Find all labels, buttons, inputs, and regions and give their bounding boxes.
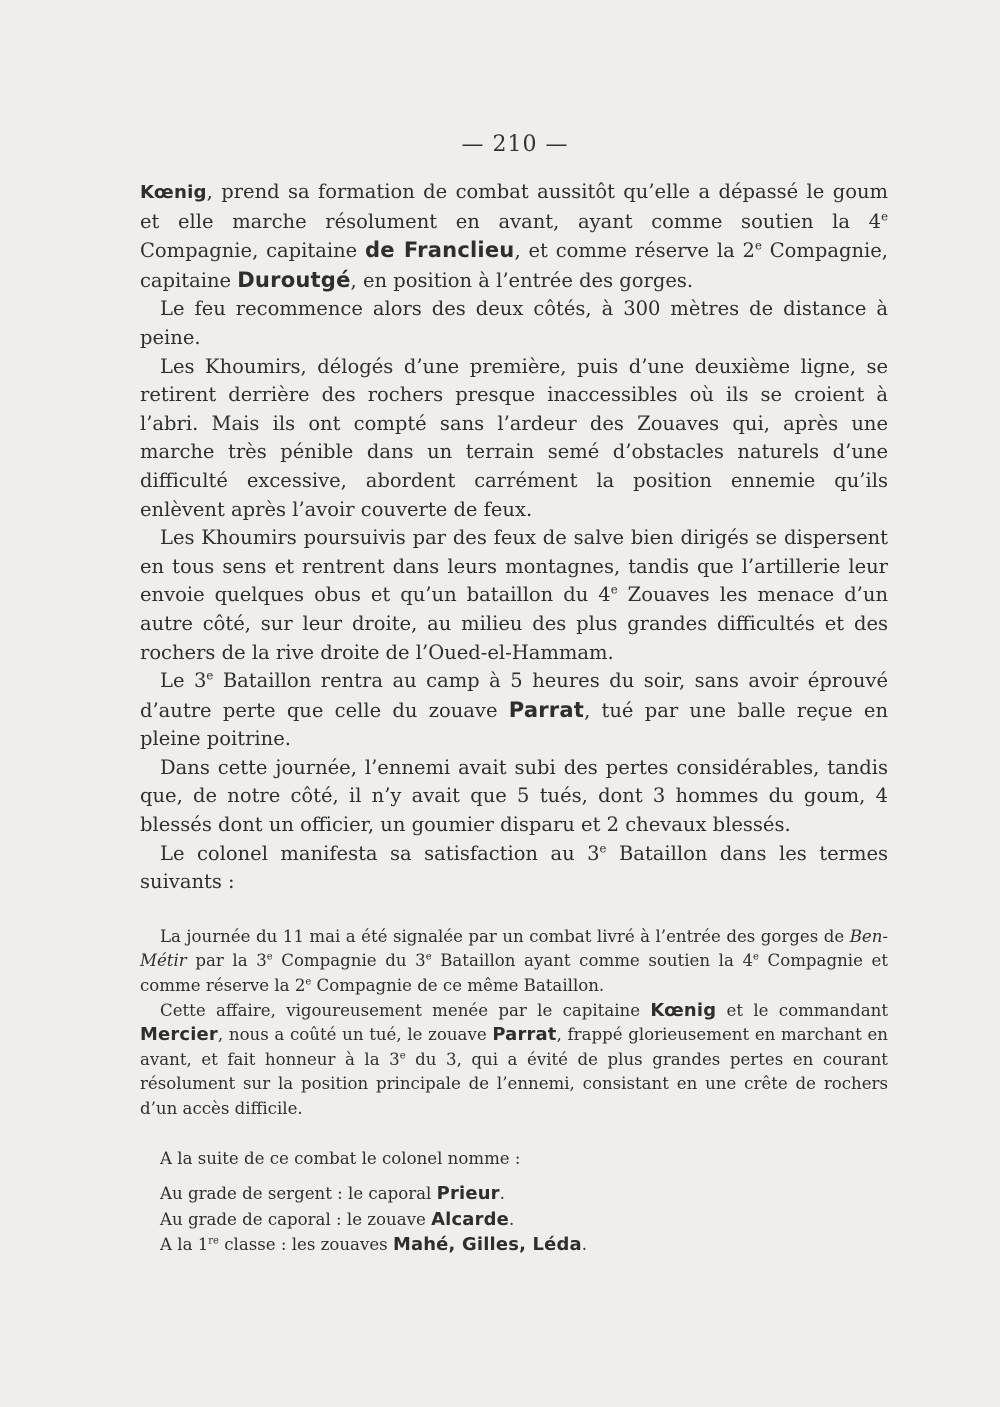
- text-run: Compagnie et comme réserve la 2: [140, 951, 888, 996]
- superscript: e: [206, 668, 214, 683]
- order-paragraph-2: [140, 999, 888, 1122]
- paragraph-3: Les Khoumirs, délogés d’une première, puis d’une deuxième ligne, se retirent derrière des rochers presque inaccessibles où ils se croient à l’abri. Mais ils ont compté sans l’ardeur des Zouaves qui, après une marche très pénible dans un terrain semé d’obstacles naturels d’une difficulté excessive, abordent carrément la position ennemie qu’ils enlèvent après l’avoir couverte de feux.: [140, 354, 888, 521]
- text-run: Le 3: [160, 669, 207, 693]
- text-run: classe : les zouaves: [218, 1235, 393, 1255]
- promotions-intro: A la suite de ce combat le colonel nomme :: [160, 1148, 521, 1168]
- text-run: Bataillon rentra au camp à 5 heures du soir, sans avoir éprouvé d’autre perte que celle du zouave: [140, 669, 888, 722]
- name-prieur: Prieur: [436, 1183, 500, 1205]
- text-run: .: [499, 1184, 505, 1204]
- text-run: Compagnie, capitaine: [140, 239, 888, 292]
- promotion-sergent: [140, 1181, 888, 1207]
- superscript: e: [425, 951, 432, 963]
- text-run: Bataillon dans les termes suivants :: [140, 841, 888, 894]
- superscript: e: [881, 209, 888, 224]
- spacer: [140, 1122, 888, 1146]
- text-run: .: [508, 1209, 515, 1229]
- superscript: e: [399, 1050, 406, 1062]
- text-run: La journée du 11 mai a été signalée par un combat livré à l’entrée des gorges de: [160, 926, 850, 946]
- superscript: e: [610, 582, 618, 597]
- text-run: , frappé glorieusement en marchant en avant, et fait honneur à la 3: [140, 1025, 888, 1069]
- text-run: Compagnie du 3: [272, 951, 426, 971]
- name-mercier: Mercier: [140, 1024, 218, 1046]
- superscript: e: [753, 951, 759, 963]
- spacer: [140, 1171, 888, 1181]
- text-run: Bataillon ayant comme soutien la 4: [431, 951, 754, 971]
- paragraph-2: Le feu recommence alors des deux côtés, à 300 mètres de distance à peine.: [140, 297, 888, 349]
- text-run: , en position à l’entrée des gorges.: [350, 268, 694, 292]
- name-de-franclieu: de Franclieu: [365, 237, 515, 263]
- text-run: Cette affaire, vigoureusement menée par le capitaine: [160, 1000, 651, 1020]
- text-run: du 3, qui a évité de plus grandes pertes en courant résolument sur la position principale de l’ennemi, consistant en une crête de rochers d’un accès difficile.: [140, 1049, 888, 1118]
- text-run: Zouaves les menace d’un autre côté, sur leur droite, au milieu des plus grandes difficultés et des rochers de la rive droite de l’Oued-el-Hammam.: [140, 583, 889, 664]
- page-number: — 210 —: [461, 132, 569, 157]
- text-run: Au grade de sergent : le caporal: [160, 1184, 437, 1204]
- order-paragraph-1: [140, 925, 888, 999]
- superscript: e: [754, 238, 762, 253]
- text-run: et le commandant: [716, 1000, 888, 1020]
- name-alcarde: Alcarde: [431, 1208, 509, 1230]
- name-koenig: Kœnig: [140, 182, 207, 203]
- promotion-caporal: [140, 1207, 888, 1233]
- text-run: , nous a coûté un tué, le zouave: [217, 1025, 493, 1045]
- text-run: , tué par une balle reçue en pleine poitrine.: [140, 698, 889, 751]
- text-run: par la 3: [186, 951, 267, 971]
- paragraph-4: [140, 524, 888, 667]
- text-run: Le colonel manifesta sa satisfaction au 3: [160, 841, 600, 865]
- superscript: re: [208, 1235, 219, 1247]
- name-koenig: Kœnig: [650, 999, 717, 1021]
- superscript: e: [599, 841, 607, 856]
- text-run: .: [581, 1235, 588, 1255]
- text-run: Compagnie, capitaine: [140, 239, 366, 263]
- text-run: Au grade de caporal : le zouave: [160, 1209, 432, 1229]
- body-text: [140, 178, 888, 1258]
- name-duroutge: Duroutgé: [237, 266, 351, 292]
- text-run: , et comme réserve la 2: [514, 239, 755, 263]
- text-run: Compagnie de ce même Bataillon.: [311, 976, 605, 996]
- text-run: , prend sa formation de combat aussitôt qu’elle a dépassé le goum et elle marche résolument en avant, ayant comme soutien la 4: [140, 180, 888, 233]
- paragraph-7: [140, 840, 888, 897]
- names-mahe-gilles-leda: Mahé, Gilles, Léda: [392, 1234, 582, 1256]
- text-run: Les Khoumirs poursuivis par des feux de salve bien dirigés se dispersent en tous sens et rentrent dans leurs montagnes, tandis que l’artillerie leur envoie quelques obus et qu’un bataillon du 4: [140, 526, 888, 607]
- promotion-premiere-classe: [140, 1232, 888, 1258]
- paragraph-5: [140, 667, 888, 754]
- superscript: e: [305, 976, 312, 988]
- paragraph-6: Dans cette journée, l’ennemi avait subi des pertes considérables, tandis que, de notre côté, il n’y avait que 5 tués, dont 3 hommes du goum, 4 blessés dont un officier, un goumier disparu et 2 chevaux blessés.: [140, 755, 888, 837]
- text-run: A la 1: [160, 1235, 209, 1255]
- place-ben-metir: Ben-Métir: [140, 926, 888, 971]
- name-parrat: Parrat: [492, 1024, 557, 1046]
- paragraph-1: [140, 178, 888, 295]
- spacer: [140, 897, 888, 925]
- superscript: e: [266, 951, 273, 963]
- name-parrat: Parrat: [508, 696, 585, 722]
